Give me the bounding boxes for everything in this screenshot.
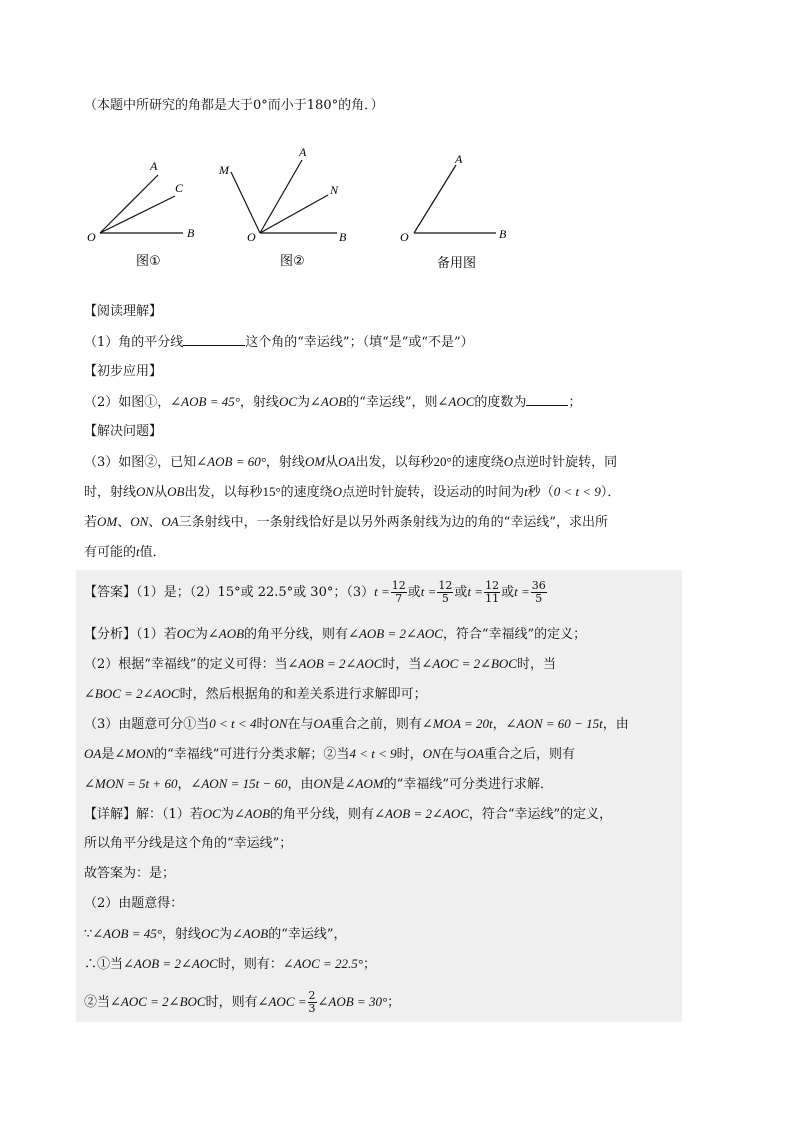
detail-line-6	[84, 954, 376, 975]
analysis-label: 【分析】	[84, 627, 137, 642]
answer-t: t =	[420, 584, 437, 599]
fig2-label-M: M	[219, 163, 229, 177]
analysis-math: ∠MOA = 20t	[421, 716, 493, 731]
analysis-math: ON	[422, 746, 441, 761]
q3-math: t	[524, 484, 528, 499]
q3-math: OA	[161, 514, 179, 529]
analysis-line-5	[84, 744, 575, 765]
detail-text: ∴①当	[84, 957, 124, 972]
q3-math: O	[503, 454, 514, 469]
question-3-line-4	[84, 542, 166, 563]
fig2-ray-ON	[260, 195, 328, 233]
figures-svg	[0, 0, 800, 300]
analysis-text: 时	[256, 717, 270, 732]
q3-math: t	[136, 544, 140, 559]
fig2-label-B: B	[339, 230, 347, 244]
detail-math: ∠AOC = 2∠BOC	[110, 994, 206, 1009]
fig3-caption: 备用图	[437, 256, 477, 271]
detail-fraction-two-thirds: $\frac{2}{3}$	[308, 989, 316, 1015]
answer-or: 或	[454, 585, 468, 600]
q3-text: 的速度绕	[280, 485, 333, 500]
fig1-label-B: B	[187, 226, 195, 240]
detail-math: ∠AOB = 30°	[317, 994, 388, 1009]
analysis-text: （1）若	[136, 627, 177, 642]
fig2-label-N: N	[330, 183, 339, 197]
analysis-math: OA	[84, 746, 102, 761]
q3-text: 点逆时针旋转，设运动的时间为	[342, 485, 525, 500]
q3-math: O	[332, 484, 343, 499]
q2-text-c: ，射线	[239, 395, 279, 410]
analysis-math: ON	[269, 716, 288, 731]
detail-line-1	[84, 804, 612, 825]
analysis-math: ∠AON = 60 − 15t	[505, 716, 603, 731]
analysis-math: OA	[466, 746, 485, 761]
analysis-line-6	[84, 774, 553, 795]
fig2-label-O: O	[247, 230, 256, 244]
detail-text: 时，则有	[205, 995, 258, 1010]
fig2-label-A: A	[299, 145, 307, 159]
detail-text: ；	[387, 995, 401, 1010]
detail-text: ∵	[84, 927, 93, 942]
analysis-text: ，由	[287, 777, 314, 792]
analysis-math: ∠AOB	[207, 626, 245, 641]
analysis-math: ∠AOM	[344, 776, 384, 791]
analysis-math: ON	[313, 776, 332, 791]
answer-line	[84, 576, 548, 609]
q3-text: ，射线	[265, 455, 305, 470]
q2-math-f: ∠AOB	[310, 394, 347, 409]
question-3-line-3	[84, 512, 608, 533]
section-prelim: 【初步应用】	[84, 364, 163, 379]
question-3-line-2	[84, 482, 620, 503]
analysis-text: 的“幸福线”可进行分类求解；②当	[154, 747, 350, 762]
q3-text: 有可能的	[84, 545, 137, 560]
answer-or: 或	[407, 585, 421, 600]
analysis-math: ∠AOB = 2∠AOC	[287, 656, 383, 671]
detail-text: 的“幸运线”，	[268, 927, 347, 942]
analysis-line-4	[84, 714, 629, 735]
analysis-text: ，符合“幸福线”的定义；	[442, 627, 587, 642]
fig3-ray-OA	[414, 165, 456, 233]
analysis-line-3	[84, 684, 427, 705]
analysis-text: ，	[177, 777, 191, 792]
q1-answer-blank	[183, 332, 245, 346]
q3-text: （3）如图②，已知	[84, 455, 197, 470]
detail-text: 为	[219, 927, 233, 942]
fig2-ray-OA	[260, 160, 302, 233]
answer-label: 【答案】	[84, 585, 137, 600]
answer-fraction-1: $\frac{12}{7}$	[391, 579, 406, 605]
analysis-math: OA	[313, 716, 331, 731]
q3-text: 、	[148, 515, 162, 530]
fig1-caption: 图①	[136, 254, 161, 269]
q3-text: 若	[84, 515, 98, 530]
answer-fraction-3: $\frac{12}{11}$	[485, 579, 500, 605]
analysis-text: （2）根据“幸福线”的定义可得：当	[84, 657, 288, 672]
answer-t: t =	[514, 584, 530, 599]
fig3-label-B: B	[499, 227, 507, 241]
detail-line-4: （2）由题意得：	[84, 896, 184, 911]
detail-line-2: 所以角平分线是这个角的“幸运线”；	[84, 836, 293, 851]
analysis-math: ∠BOC = 2∠AOC	[84, 686, 180, 701]
q3-text: 从	[154, 485, 168, 500]
q3-text: 从	[325, 455, 339, 470]
detail-math: ∠AOB	[233, 806, 271, 821]
analysis-text: 在与	[287, 717, 314, 732]
q3-math: 20°	[433, 454, 452, 469]
fig1-label-O: O	[87, 230, 96, 244]
q3-text: 出发，以每秒	[184, 485, 263, 500]
analysis-text: 时，然后根据角的和差关系进行求解即可；	[179, 687, 427, 702]
question-1	[84, 332, 474, 353]
detail-text: ②当	[84, 995, 111, 1010]
q3-math: 0 < t < 9	[553, 484, 601, 499]
q2-text-j: ；	[568, 395, 582, 410]
fig3-label-O: O	[400, 230, 409, 244]
analysis-line-1	[84, 624, 586, 645]
detail-text: 时，则有：	[217, 957, 283, 972]
detail-math: ∠AOB = 2∠AOC	[374, 806, 469, 821]
detail-line-7	[84, 986, 400, 1019]
fig1-ray-OA	[100, 175, 158, 233]
q3-math: ON	[130, 514, 149, 529]
analysis-text: 是	[331, 777, 345, 792]
answer-fraction-4: $\frac{36}{5}$	[531, 579, 546, 605]
q3-text: 点逆时针旋转，同	[513, 455, 618, 470]
analysis-text: 重合之后，则有	[484, 747, 576, 762]
analysis-text: 的角平分线，则有	[244, 627, 349, 642]
q3-text: 时，射线	[84, 485, 137, 500]
fig1-label-A: A	[150, 159, 158, 173]
detail-math: ∠AOC =	[257, 994, 307, 1009]
detail-math: OC	[202, 806, 221, 821]
detail-math: ∠AOC = 22.5°	[282, 956, 363, 971]
analysis-math: 4 < t < 9	[349, 746, 397, 761]
analysis-text: ，由	[602, 717, 629, 732]
detail-text: ，射线	[161, 927, 201, 942]
analysis-text: 是	[101, 747, 115, 762]
fig2-caption: 图②	[280, 254, 305, 269]
detail-text: ，符合“幸运线”的定义，	[468, 807, 613, 822]
detail-math: ∠AOB = 45°	[92, 926, 162, 941]
detail-math: OC	[200, 926, 219, 941]
analysis-math: ∠AOB = 2∠AOC	[348, 626, 443, 641]
analysis-text: （3）由题意可分①当	[84, 717, 210, 732]
answer-t: t =	[374, 584, 390, 599]
q2-text-e: 为	[297, 395, 311, 410]
q2-answer-blank	[526, 392, 568, 406]
fig3-label-A: A	[455, 152, 463, 166]
question-2	[84, 392, 581, 413]
q3-math: ∠AOB = 60°	[196, 454, 266, 469]
analysis-text: 重合之前，则有	[330, 717, 422, 732]
detail-line-5	[84, 924, 346, 945]
detail-text: ；	[362, 957, 376, 972]
q3-math: 15°	[262, 484, 281, 499]
detail-math: ∠AOB	[232, 926, 269, 941]
q2-text-i: 的度数为	[474, 395, 527, 410]
analysis-line-2	[84, 654, 556, 675]
detail-text: 为	[220, 807, 234, 822]
question-3-line-1	[84, 452, 617, 473]
detail-text: 解：（1）若	[136, 807, 203, 822]
detail-label: 【详解】	[84, 807, 137, 822]
analysis-text: 在与	[440, 747, 467, 762]
analysis-math: ∠AOC = 2∠BOC	[421, 656, 517, 671]
q3-math: OB	[167, 484, 185, 499]
q3-math: ON	[136, 484, 155, 499]
q3-text: 的速度绕	[451, 455, 504, 470]
analysis-math: ∠MON	[114, 746, 155, 761]
answer-text: （1）是；（2）15°或 22.5°或 30°；（3）	[136, 585, 375, 600]
q3-text: 三条射线中，一条射线恰好是以另外两条射线为边的角的“幸运线”，求出所	[178, 515, 608, 530]
analysis-text: ，	[492, 717, 506, 732]
q2-math-d: OC	[278, 394, 297, 409]
section-solve: 【解决问题】	[84, 424, 163, 439]
answer-fraction-2: $\frac{12}{5}$	[438, 579, 453, 605]
q3-text: 出发，以每秒	[355, 455, 434, 470]
q2-math-h: ∠AOC	[437, 394, 475, 409]
analysis-text: 时，	[396, 747, 423, 762]
fig1-label-C: C	[175, 181, 184, 195]
answer-or: 或	[501, 585, 515, 600]
detail-math: ∠AOB = 2∠AOC	[123, 956, 218, 971]
q3-text: 值．	[139, 545, 166, 560]
fig1-ray-OC	[100, 196, 175, 233]
detail-line-3: 故答案为：是；	[84, 866, 176, 881]
problem-note: （本题中所研究的角都是大于0°而小于180°的角．）	[84, 98, 384, 113]
analysis-math: ∠AON = 15t − 60	[190, 776, 288, 791]
detail-text: 的角平分线，则有	[270, 807, 375, 822]
analysis-text: 时，当	[382, 657, 422, 672]
q3-text: 、	[117, 515, 131, 530]
analysis-math: 0 < t < 4	[209, 716, 257, 731]
q3-text: ）．	[600, 485, 621, 500]
q3-math: OM	[304, 454, 326, 469]
q1-after: 这个角的“幸运线”；（填“是”或“不是”）	[245, 335, 474, 350]
q2-text-a: （2）如图①，	[84, 395, 171, 410]
fig2-ray-OM	[231, 172, 260, 233]
q1-before: （1）角的平分线	[84, 335, 184, 350]
answer-t: t =	[467, 584, 484, 599]
q2-text-g: 的“幸运线”，则	[346, 395, 438, 410]
section-reading: 【阅读理解】	[84, 304, 163, 319]
analysis-text: 的“幸福线”可分类进行求解．	[383, 777, 553, 792]
q2-math-b: ∠AOB = 45°	[170, 394, 240, 409]
analysis-math: OC	[176, 626, 195, 641]
q3-text: 秒（	[527, 485, 554, 500]
q3-math: OM	[97, 514, 118, 529]
q3-math: OA	[338, 454, 356, 469]
analysis-text: 时，当	[516, 657, 556, 672]
analysis-math: ∠MON = 5t + 60	[84, 776, 178, 791]
analysis-text: 为	[194, 627, 208, 642]
